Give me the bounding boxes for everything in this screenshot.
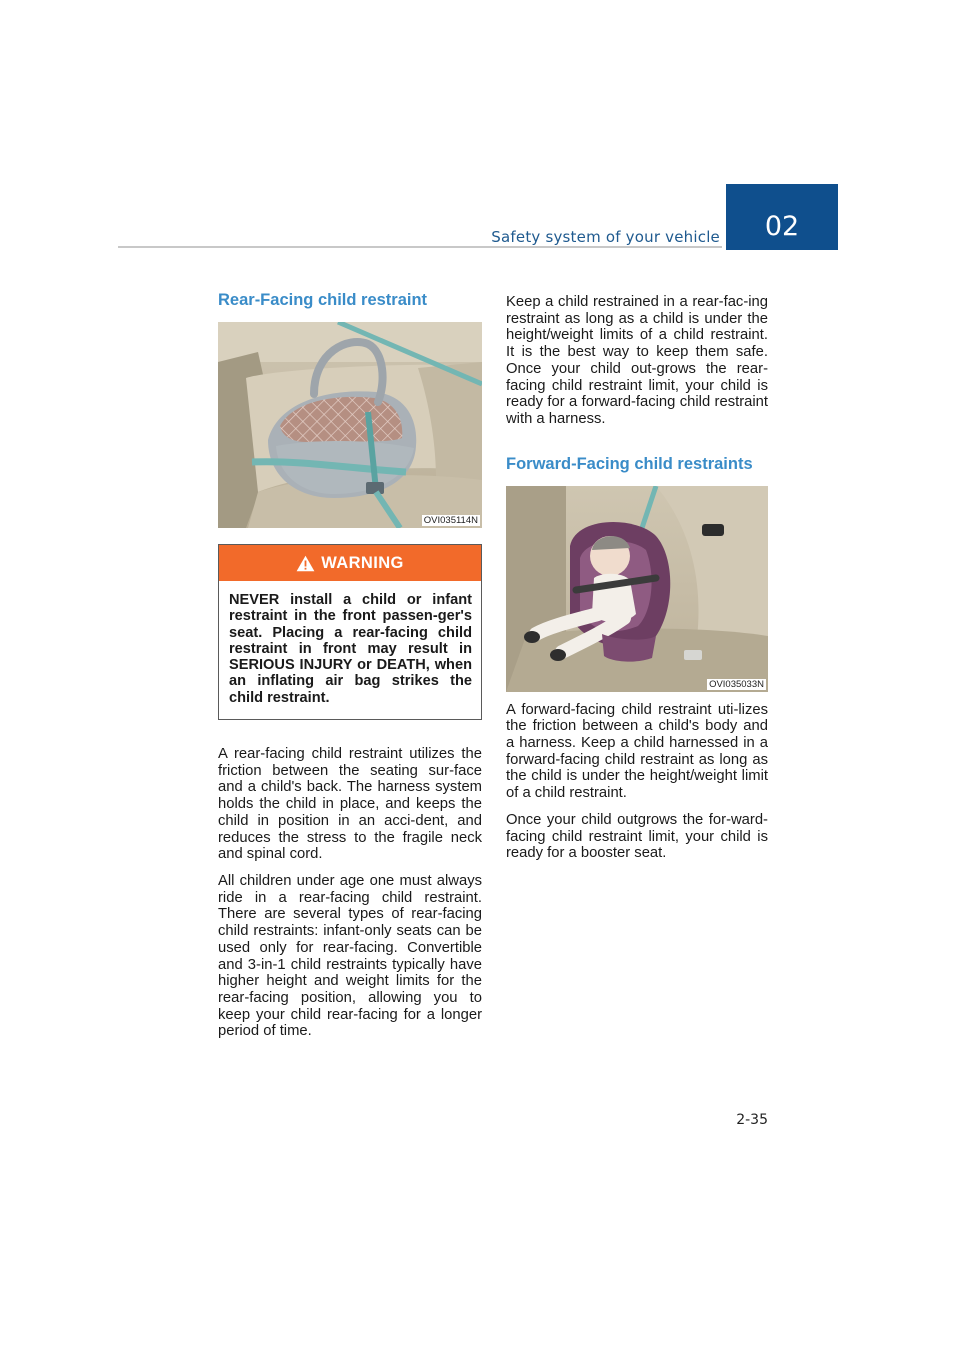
warning-header bbox=[219, 545, 481, 581]
page-number: 2-35 bbox=[736, 1112, 768, 1128]
figure-code: OVI035114N bbox=[423, 515, 478, 526]
warning-title: WARNING bbox=[321, 553, 404, 572]
figure-code: OVI035033N bbox=[709, 678, 764, 690]
warning-text: NEVER install a child or infant restraint in the front passen-ger's seat. Placing a rear-facing child restraint in front may result in SERIOUS INJURY or DEATH, when an inflating air bag strikes the child restraint. bbox=[229, 592, 472, 706]
forward-facing-seat-illustration bbox=[506, 486, 768, 692]
warning-triangle-icon bbox=[296, 555, 315, 572]
forward-facing-seat-image bbox=[506, 486, 768, 692]
left-column bbox=[218, 288, 482, 1050]
paragraph: Once your child outgrows the for-ward-facing child restraint limit, your child is ready for a booster seat. bbox=[506, 811, 768, 862]
section-heading-forward-facing: Forward-Facing child restraints bbox=[506, 454, 753, 473]
paragraph: Keep a child restrained in a rear-fac-ing restraint as long as a child is under the height/weight limits of a child restraint. It is the best way to keep them safe. Once your child out-grows the rear-facing child restraint limit, your child is ready for a forward-facing child restraint with a harness. bbox=[506, 294, 768, 427]
section-heading-rear-facing: Rear-Facing child restraint bbox=[218, 291, 428, 309]
chapter-tab bbox=[726, 184, 838, 250]
paragraph: A forward-facing child restraint uti-lizes the friction between a child's body and a harness. Keep a child harnessed in a forward-facing child restraint as long as the child is under the height/weight limit of a child restraint. bbox=[506, 701, 768, 802]
rear-facing-seat-image bbox=[218, 322, 482, 528]
paragraph: All children under age one must always ride in a rear-facing child restraint. There are several types of rear-facing child restraints: infant-only seats can be used only for rear-facing. Convertible and 3-in-1 child restraints typically have higher height and weight limits for the rear-facing position, allowing you to keep your child rear-facing for a longer period of time. bbox=[218, 873, 482, 1040]
rear-facing-seat-illustration bbox=[218, 322, 482, 528]
chapter-number: 02 bbox=[764, 211, 800, 242]
header-rule bbox=[118, 246, 722, 248]
paragraph: A rear-facing child restraint utilizes the friction between the seating sur-face and a child's back. The harness system holds the child in place, and keeps the child in position in an acci-dent, and reduces the stress to the fragile neck and spinal cord. bbox=[218, 746, 482, 863]
right-column bbox=[506, 294, 768, 872]
warning-box bbox=[218, 544, 482, 720]
running-header-title: Safety system of your vehicle bbox=[491, 228, 720, 246]
